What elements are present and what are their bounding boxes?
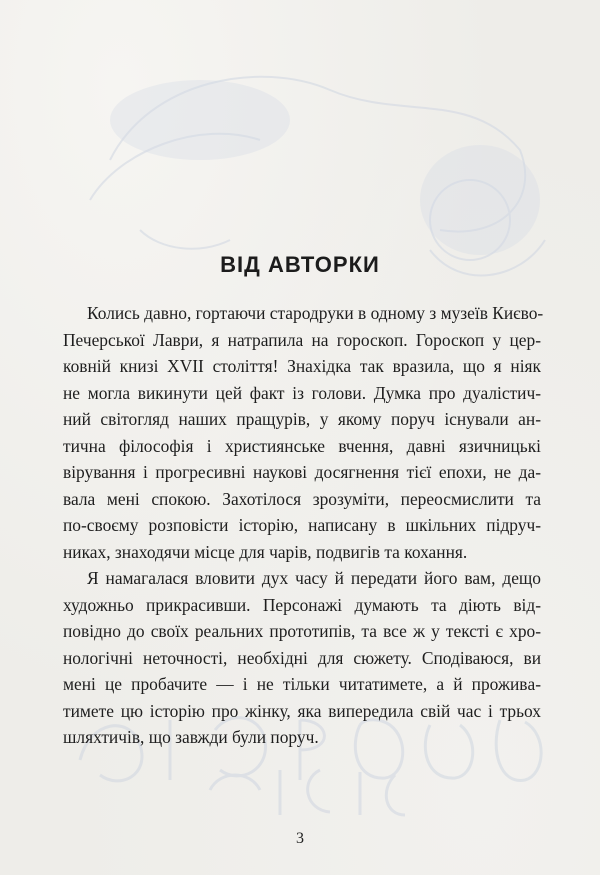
text-line: Печерської Лаври, я натрапила на гороскоп. Гороскоп у цер- [63,329,541,350]
chapter-heading: ВІД АВТОРКИ [220,252,380,277]
text-line: не могла викинути цей факт із голови. Думка про дуалістич- [63,382,541,403]
text-line: шляхтичів, що завжди були поруч. [63,727,319,747]
text-line: художньо прикрасивши. Персонажі думають та діють від- [63,594,541,615]
paragraph-2 [63,565,541,751]
text-line: Я намагалася вловити дух часу й передати його вам, дещо [87,568,541,588]
text-line: Колись давно, гортаючи стародруки в одному з музеїв Києво- [87,303,544,323]
text-line: нологічні неточності, необхідні для сюжету. Сподіваюся, ви [63,647,541,668]
text-line: тична філософія і християнське вчення, давні язичницькі [63,435,541,456]
text-line: мені це пробачите — і не тільки читатимете, а й проживa- [63,674,541,694]
text-line: повідно до своїх реальних прототипів, та все ж у тексті є хро- [63,621,541,641]
body-text [63,300,544,751]
text-line: никах, знаходячи місце для чарів, подвигів та кохання. [63,541,468,562]
text-line: ковній книзі XVII століття! Знахідка так вразила, що я ніяк [63,356,541,376]
text-line: вала мені спокою. Захотілося зрозуміти, переосмислити та [63,488,541,509]
text-line: ний світогляд наших пращурів, у якому поруч існували ан- [63,409,541,429]
text-line: тимете цю історію про жінку, яка випередила свій час і трьох [63,700,541,721]
text-line: по-своєму розповісти історію, написану в шкільних підруч- [63,515,541,535]
text-line: вірування і прогресивні наукові досягнення тієї епохи, не да- [63,462,541,482]
page-number: 3 [296,830,304,847]
paragraph-1 [63,300,544,565]
